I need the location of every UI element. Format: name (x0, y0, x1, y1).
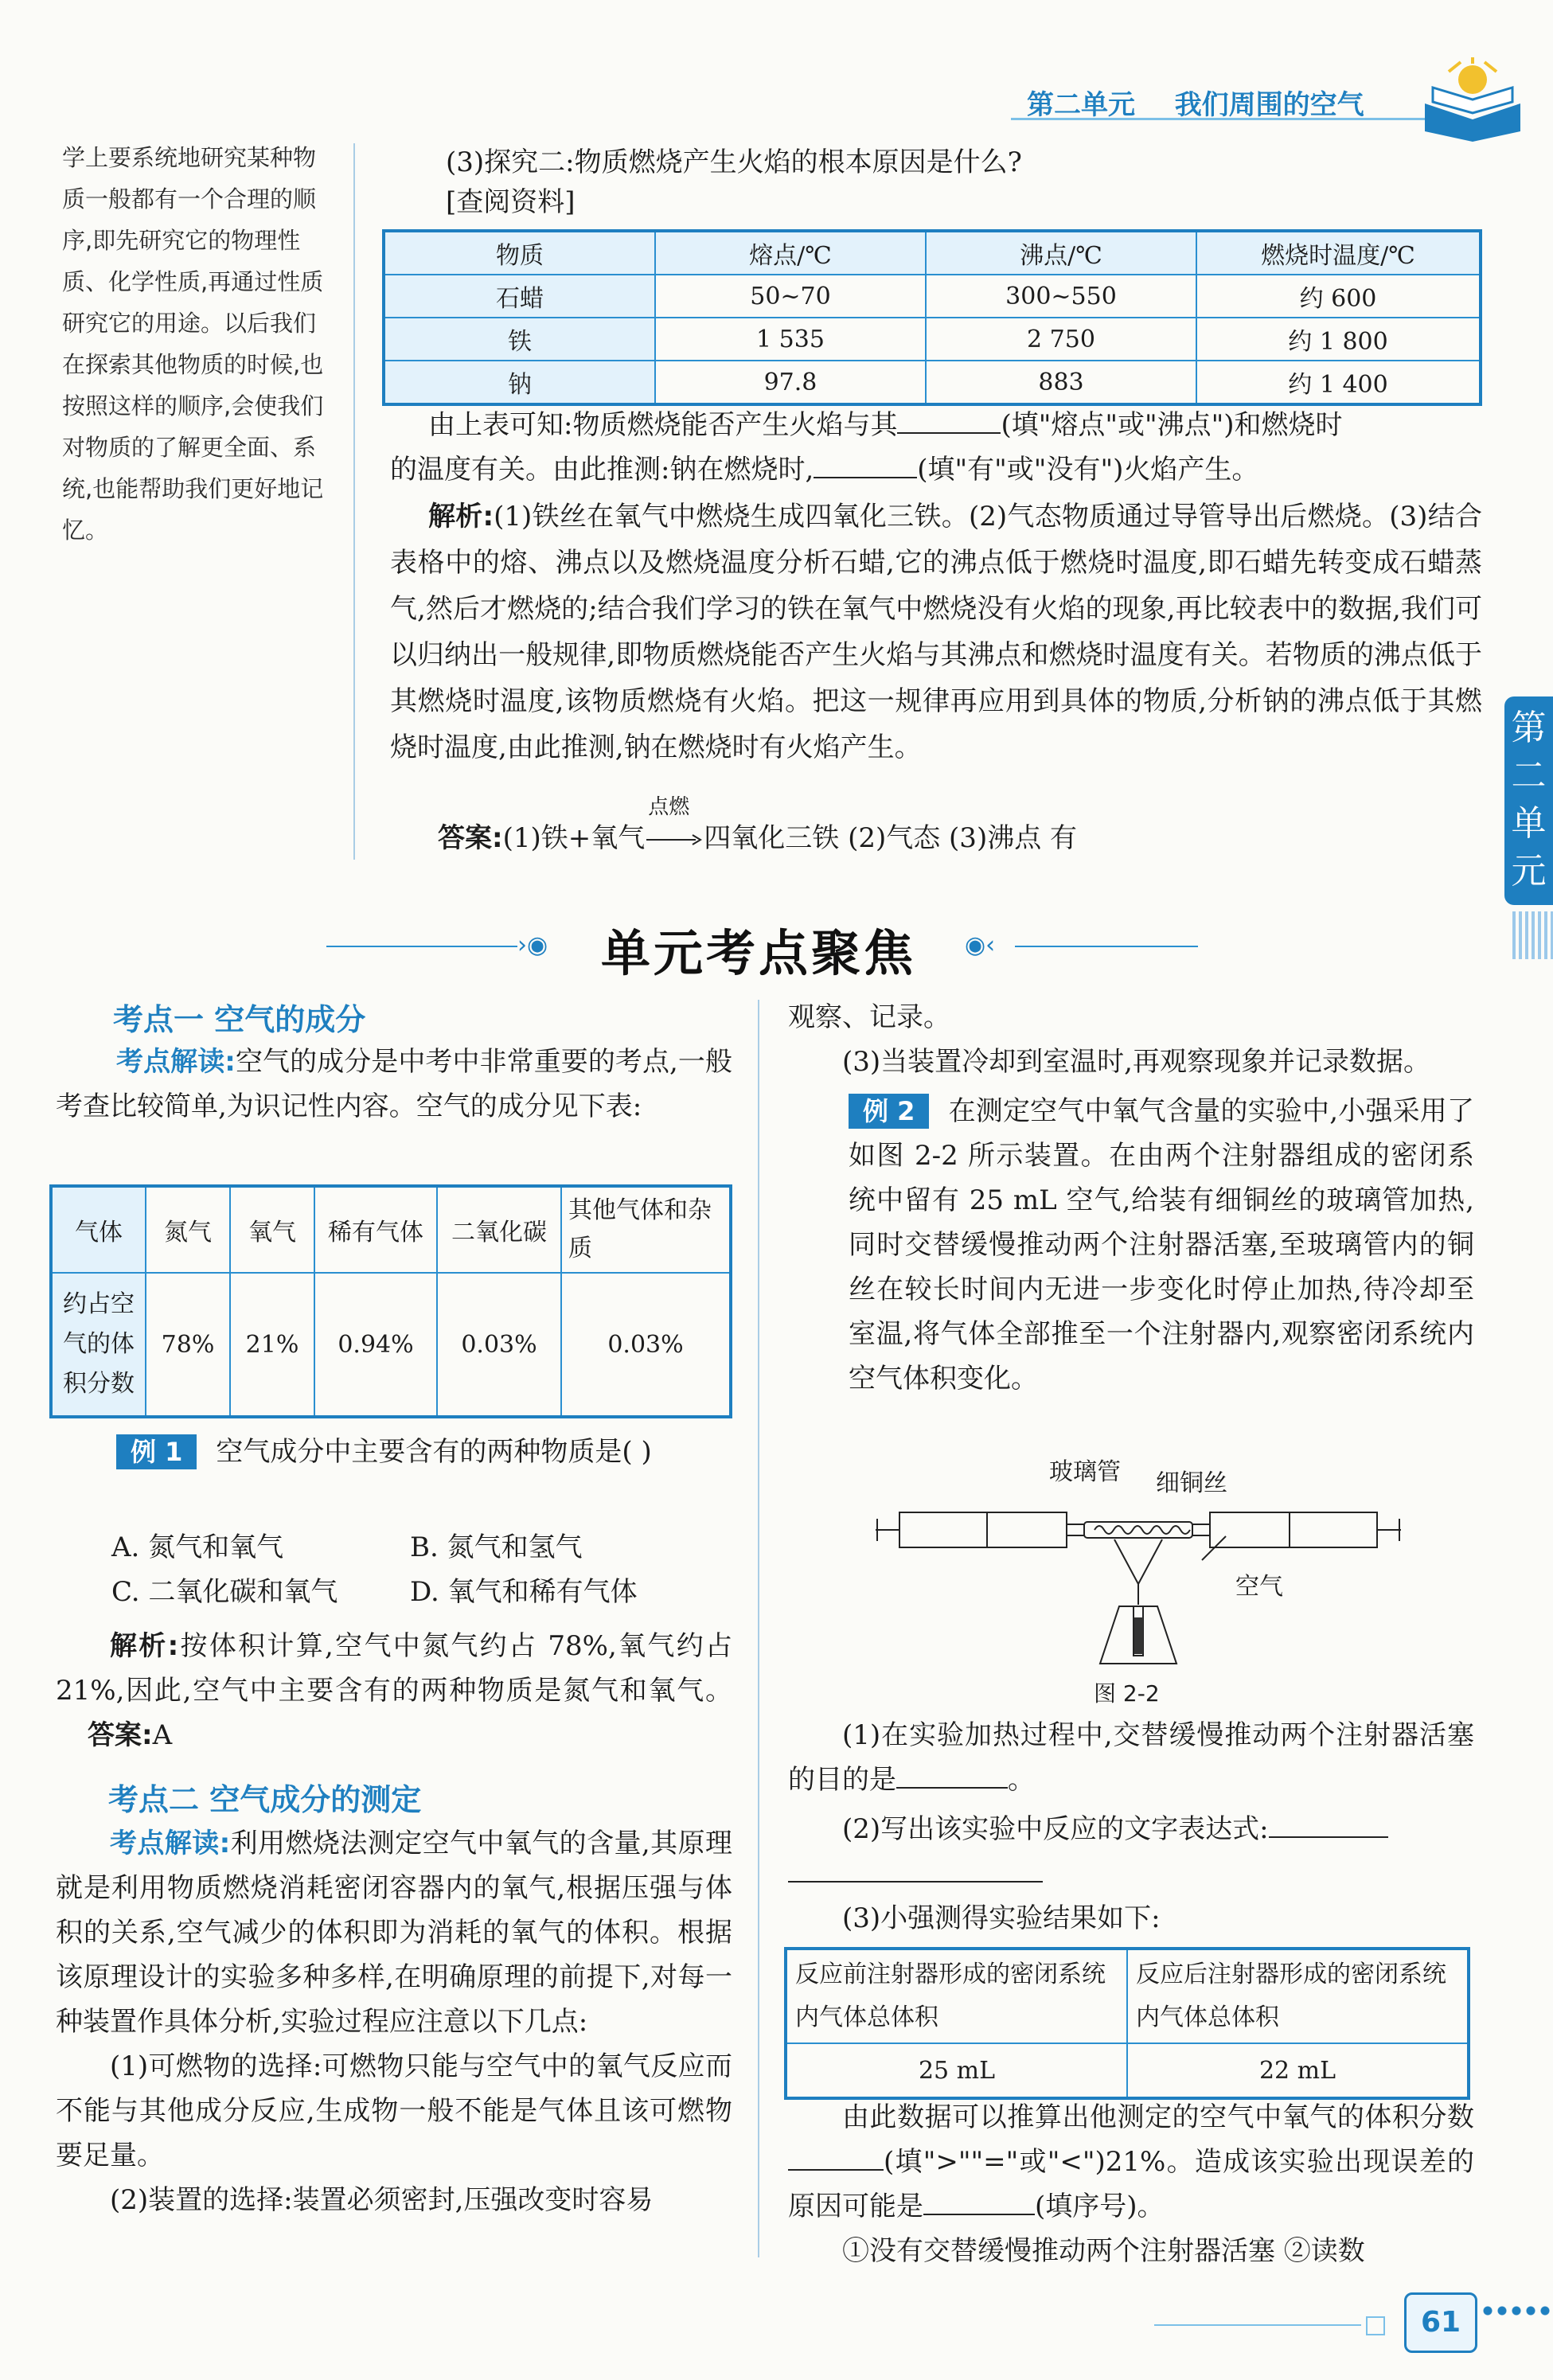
example2-inference: 由此数据可以推算出他测定的空气中氧气的体积分数(填">""="或"<")21%。造成该实验出现误差的原因可能是 (填序号)。 ①没有交替缓慢推动两个注射器活塞 ②读数 (788, 2095, 1474, 2273)
table-row-label: 铁 (384, 318, 655, 361)
footer-rule (1154, 2324, 1361, 2326)
table-cell: 883 (926, 361, 1196, 404)
example2-questions: (1)在实验加热过程中,交替缓慢推动两个注射器活塞的目的是 。 (2)写出该实验中反应的文字表达式: (3)小强测得实验结果如下: (788, 1713, 1474, 1941)
right-column-text: 观察、记录。 (3)当装置冷却到室温时,再观察现象并记录数据。 例 2 在测定空气中氧气含量的实验中,小强采用了如图 2-2 所示装置。在由两个注射器组成的密闭系统中留有 25 mL 空气,给装有细铜丝的玻璃管加热,同时交替缓慢推动两个注射器活塞,至玻璃管内的铜丝在较长时间内无进一步变化时停止加热,待冷却至室温,将气体全部推至一个注射器内,观察密闭系统内空气体积变化。 (788, 995, 1474, 1401)
table-cell: 78% (146, 1273, 230, 1417)
right-cont: 观察、记录。 (788, 1001, 950, 1033)
kp2-reading: 考点解读:利用燃烧法测定空气中氧气的含量,其原理就是利用物质燃烧消耗密闭容器内的氧气,根据压强与体积的关系,空气减少的体积即为消耗的氧气的体积。根据该原理设计的实验多种多样,在明确原理的前提下,对每一种装置作具体分析,实验过程应注意以下几点: (1)可燃物的选择:可燃物只能与空气中的氧气反应而不能与其他成分反应,生成物一般不能是气体且该可燃物要足量。 (2)装置的选择:装置必须密封,压强改变时容易 (56, 1821, 732, 2222)
table-cell: 约 600 (1196, 275, 1481, 318)
answer-blank (897, 432, 1001, 434)
header-unit: 第二单元 (1027, 89, 1135, 121)
fig-label-wire: 细铜丝 (1156, 1469, 1227, 1497)
th-rare: 稀有气体 (314, 1186, 437, 1273)
explore2-question: (3)探究二:物质燃烧产生火焰的根本原因是什么? (446, 146, 1022, 178)
q3-text: (3)小强测得实验结果如下: (842, 1902, 1161, 1934)
side-tab-stripes (1512, 911, 1553, 959)
melting-table (382, 229, 1482, 406)
th-n2: 氮气 (146, 1186, 230, 1273)
column-divider (758, 1000, 759, 2257)
table-cell: 22 mL (1127, 2043, 1469, 2098)
unit-side-tab: 第 二 单 元 (1504, 696, 1553, 905)
th-gas: 气体 (51, 1186, 146, 1273)
apparatus-figure (876, 1449, 1401, 1672)
answer-blank (788, 1881, 1043, 1883)
table-cell: 0.94% (314, 1273, 437, 1417)
header-title: 我们周围的空气 (1174, 89, 1364, 121)
th-o2: 氧气 (230, 1186, 314, 1273)
analysis-text: (1)铁丝在氧气中燃烧生成四氧化三铁。(2)气态物质通过导管导出后燃烧。(3)结合表格中的熔、沸点以及燃烧温度分析石蜡,它的沸点低于燃烧时温度,即石蜡先转变成石蜡蒸气,然后才燃烧的;结合我们学习的铁在氧气中燃烧没有火焰的现象,再比较表中的数据,我们可以归纳出一般规律,即物质燃烧能否产生火焰与其沸点和燃烧时温度有关。若物质的沸点低于其燃烧时温度,该物质燃烧有火焰。把这一规律再应用到具体的物质,分析钠的沸点低于其燃烧时温度,由此推测,钠在燃烧时有火焰产生。 (390, 501, 1482, 763)
analysis-label: 解析: (428, 501, 494, 533)
table-row-label: 石蜡 (384, 275, 655, 318)
table-cell: 约 1 400 (1196, 361, 1481, 404)
fig-label-air: 空气 (1235, 1573, 1283, 1601)
explore2-analysis (390, 494, 1482, 771)
th-other: 其他气体和杂质 (561, 1186, 731, 1273)
kp1-reading: 考点解读:空气的成分是中考中非常重要的考点,一般考查比较简单,为识记性内容。空气的成分见下表: (56, 1046, 732, 1122)
kp2-point2: (2)装置的选择:装置必须密封,压强改变时容易 (110, 2184, 654, 2216)
fig-label-tube: 玻璃管 (1049, 1458, 1121, 1486)
answer-blank (896, 1787, 1008, 1789)
air-composition-table (49, 1184, 732, 1418)
answer-label: 答案: (88, 1719, 153, 1751)
table-cell: 50~70 (655, 275, 926, 318)
right-point3: (3)当装置冷却到室温时,再观察现象并记录数据。 (842, 1046, 1430, 1078)
th-after: 反应后注射器形成的密闭系统内气体总体积 (1127, 1949, 1469, 2043)
table-cell: 97.8 (655, 361, 926, 404)
explore2-ref-label: [查阅资料] (446, 186, 576, 218)
table-cell: 300~550 (926, 275, 1196, 318)
th-substance: 物质 (384, 231, 655, 275)
answer-blank (788, 2169, 884, 2171)
section-title: 单元考点聚焦 (601, 924, 917, 982)
row-label-volume: 约占空气的体积分数 (51, 1273, 146, 1417)
th-melting: 熔点/℃ (655, 231, 926, 275)
analysis-label: 解析: (110, 1630, 179, 1662)
option-a: A. 氮气和氧气 (111, 1531, 284, 1563)
th-burn-temp: 燃烧时温度/℃ (1196, 231, 1481, 275)
option-c: C. 二氧化碳和氧气 (111, 1576, 338, 1608)
result-table (784, 1947, 1470, 2100)
table-cell: 2 750 (926, 318, 1196, 361)
example-2-tag: 例 2 (849, 1094, 929, 1129)
running-header (1027, 83, 1364, 122)
table-cell: 1 535 (655, 318, 926, 361)
section-deco-right-icon: ◉‹ (965, 931, 996, 959)
answer-label: 答案: (438, 822, 503, 854)
reading-label: 考点解读: (110, 1828, 231, 1859)
reaction-condition: 点燃 (648, 795, 690, 819)
kp2-title: 考点二 空气成分的测定 (108, 1782, 422, 1817)
footer-dots (1481, 2305, 1552, 2316)
footer-square-icon (1366, 2316, 1385, 2335)
kp1-analysis: 解析:按体积计算,空气中氮气约占 78%,氧气约占 21%,因此,空气中主要含有的两种物质是氮气和氧气。答案:A (56, 1630, 732, 1751)
example-1-tag: 例 1 (116, 1434, 197, 1469)
th-boiling: 沸点/℃ (926, 231, 1196, 275)
table-cell: 25 mL (786, 2043, 1127, 2098)
option-b: B. 氮气和氢气 (410, 1531, 583, 1563)
reasons-text: ①没有交替缓慢推动两个注射器活塞 ②读数 (842, 2235, 1365, 2267)
kp1-options (111, 1525, 732, 1614)
kp1-title: 考点一 空气的成分 (113, 1002, 366, 1037)
table-cell: 0.03% (437, 1273, 561, 1417)
explore2-answer: 答案:(1)铁+氧气 点燃 四氧化三铁 (2)气态 (3)沸点 有 (438, 795, 1078, 854)
answer-blank (1269, 1836, 1388, 1838)
answer-blank (814, 477, 917, 478)
kp1-example: 例 1 空气成分中主要含有的两种物质是( ) (56, 1430, 732, 1474)
th-before: 反应前注射器形成的密闭系统内气体总体积 (786, 1949, 1127, 2043)
section-rule-right (1015, 946, 1198, 947)
kp2-point1: (1)可燃物的选择:可燃物只能与空气中的氧气反应而不能与其他成分反应,生成物一般不能是气体且该可燃物要足量。 (56, 2050, 732, 2171)
explore2-conclusion: 由上表可知:物质燃烧能否产生火焰与其 (填"熔点"或"沸点")和燃烧时 的温度有关。由此推测:钠在燃烧时, (填"有"或"没有")火焰产生。 (390, 409, 1343, 486)
th-co2: 二氧化碳 (437, 1186, 561, 1273)
table-cell: 0.03% (561, 1273, 731, 1417)
margin-note: 学上要系统地研究某种物质一般都有一个合理的顺序,即先研究它的物理性质、化学性质,再通过性质研究它的用途。以后我们在探索其他物质的时候,也按照这样的顺序,会使我们对物质的了解更全面、系统,也能帮助我们更好地记忆。 (62, 144, 324, 544)
table-row-label: 钠 (384, 361, 655, 404)
book-icon (1417, 56, 1528, 143)
reaction-arrow-icon (646, 832, 702, 848)
page-number: 61 (1404, 2292, 1477, 2353)
margin-divider (353, 143, 355, 860)
section-rule-left (326, 946, 517, 947)
fig-caption: 图 2-2 (1094, 1680, 1160, 1707)
answer-blank (923, 2214, 1035, 2215)
section-deco-left-icon: ›◉ (517, 931, 548, 959)
table-cell: 21% (230, 1273, 314, 1417)
reading-label: 考点解读: (116, 1046, 236, 1078)
option-d: D. 氧气和稀有气体 (410, 1576, 638, 1608)
table-cell: 约 1 800 (1196, 318, 1481, 361)
